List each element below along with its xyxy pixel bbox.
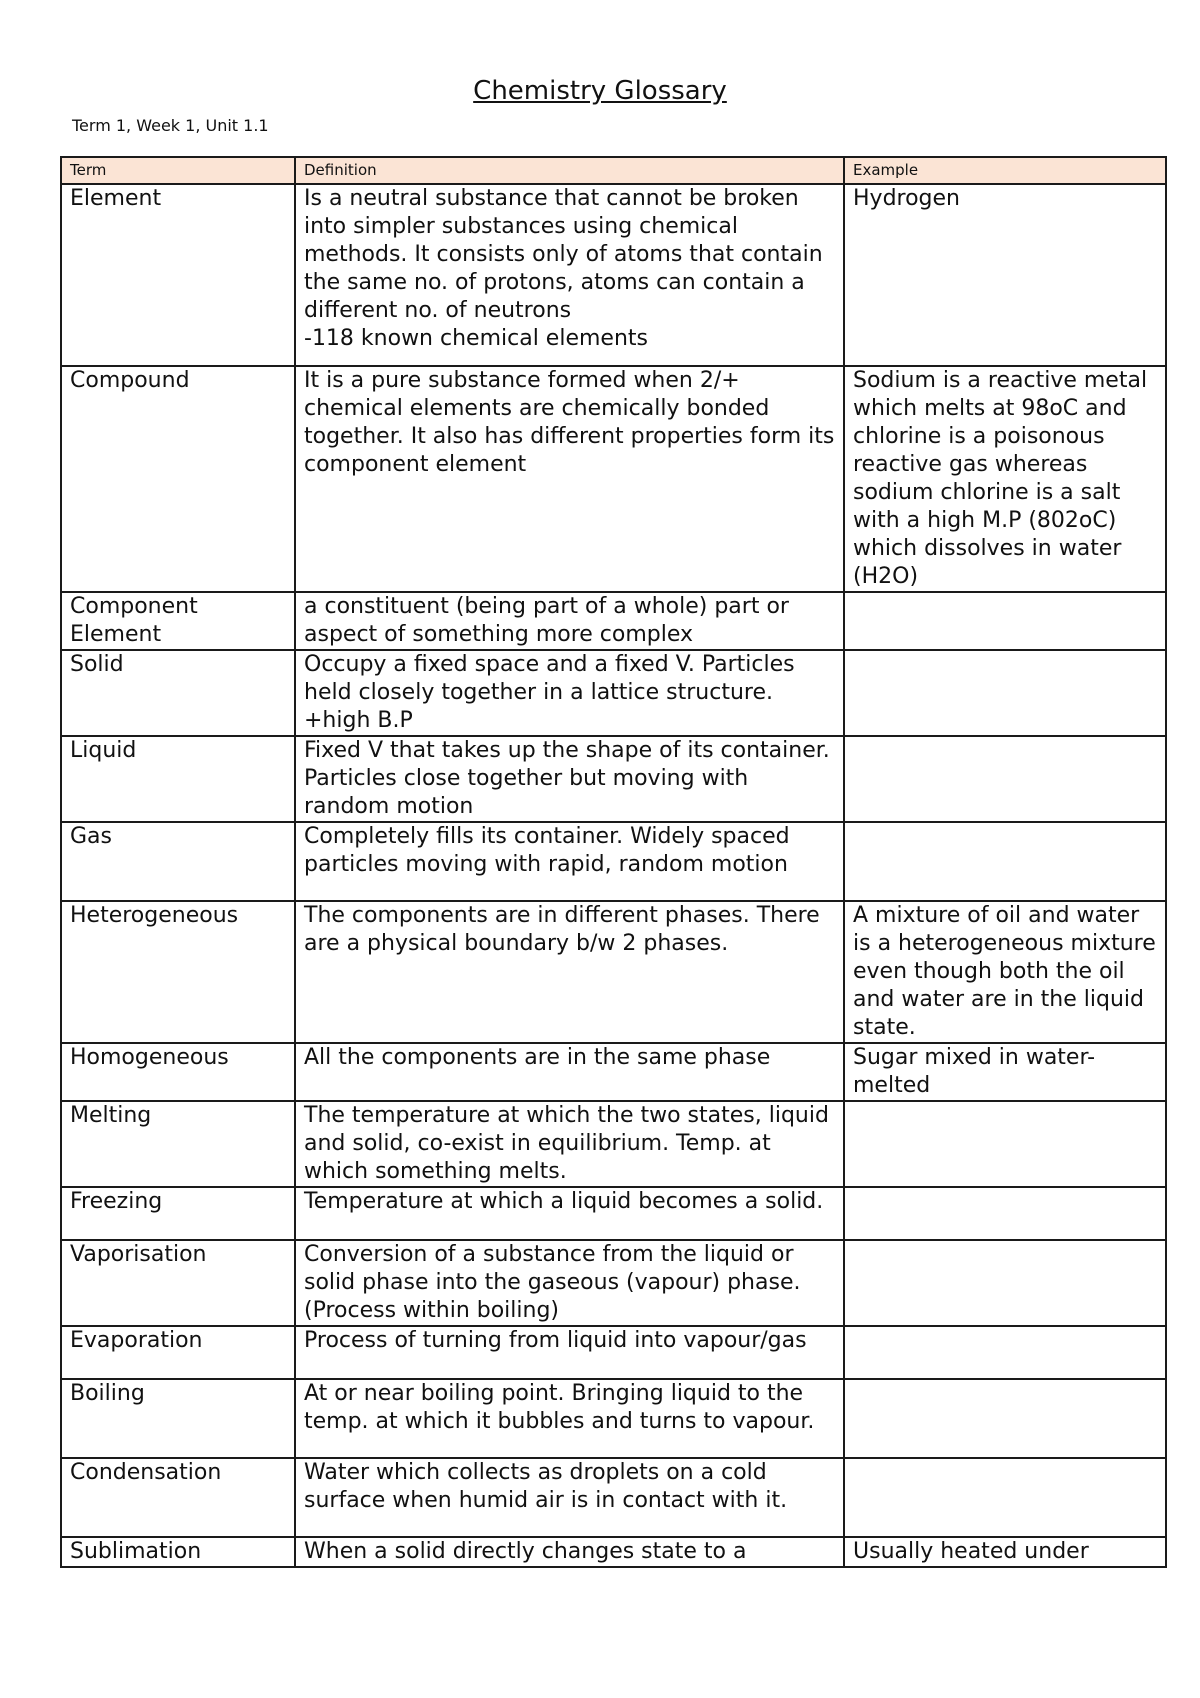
cell-example: Hydrogen — [844, 184, 1166, 366]
cell-term: Freezing — [61, 1187, 295, 1240]
table-row — [61, 736, 1166, 822]
cell-definition: Is a neutral substance that cannot be broken into simpler substances using chemical methods. It consists only of atoms that contain the same no. of protons, atoms can contain a different no. of neutrons -118 known chemical elements — [295, 184, 844, 366]
cell-example — [844, 736, 1166, 822]
cell-example — [844, 650, 1166, 736]
cell-example — [844, 1187, 1166, 1240]
cell-example — [844, 1326, 1166, 1379]
cell-example — [844, 1240, 1166, 1326]
cell-term: Liquid — [61, 736, 295, 822]
cell-definition: Occupy a fixed space and a fixed V. Particles held closely together in a lattice structure. +high B.P — [295, 650, 844, 736]
cell-example — [844, 1458, 1166, 1537]
cell-definition: When a solid directly changes state to a — [295, 1537, 844, 1567]
cell-example: Sugar mixed in water- melted — [844, 1043, 1166, 1101]
table-row — [61, 1043, 1166, 1101]
cell-term: Condensation — [61, 1458, 295, 1537]
cell-example — [844, 1379, 1166, 1458]
table-row — [61, 1537, 1166, 1567]
table-row — [61, 901, 1166, 1043]
table-row — [61, 1101, 1166, 1187]
table-row — [61, 1326, 1166, 1379]
cell-term: Component Element — [61, 592, 295, 650]
cell-definition: Fixed V that takes up the shape of its container. Particles close together but moving with random motion — [295, 736, 844, 822]
table-body — [61, 184, 1166, 1567]
table-row — [61, 1240, 1166, 1326]
cell-definition: All the components are in the same phase — [295, 1043, 844, 1101]
cell-example: Sodium is a reactive metal which melts at 98oC and chlorine is a poisonous reactive gas whereas sodium chlorine is a salt with a high M.P (802oC) which dissolves in water (H2O) — [844, 366, 1166, 592]
cell-example — [844, 822, 1166, 901]
cell-term: Gas — [61, 822, 295, 901]
glossary-table — [60, 156, 1167, 1568]
cell-definition: The temperature at which the two states, liquid and solid, co-exist in equilibrium. Temp. at which something melts. — [295, 1101, 844, 1187]
cell-example — [844, 592, 1166, 650]
cell-definition: Process of turning from liquid into vapour/gas — [295, 1326, 844, 1379]
table-row — [61, 184, 1166, 366]
cell-term: Solid — [61, 650, 295, 736]
table-header-row — [61, 157, 1166, 184]
table-row — [61, 650, 1166, 736]
header-definition: Definition — [295, 157, 844, 184]
cell-definition: It is a pure substance formed when 2/+ chemical elements are chemically bonded together. It also has different properties form its component element — [295, 366, 844, 592]
table-row — [61, 592, 1166, 650]
header-term: Term — [61, 157, 295, 184]
cell-definition: Conversion of a substance from the liquid or solid phase into the gaseous (vapour) phase. (Process within boiling) — [295, 1240, 844, 1326]
cell-definition: Water which collects as droplets on a cold surface when humid air is in contact with it. — [295, 1458, 844, 1537]
cell-definition: Temperature at which a liquid becomes a solid. — [295, 1187, 844, 1240]
cell-term: Evaporation — [61, 1326, 295, 1379]
cell-term: Melting — [61, 1101, 295, 1187]
table-row — [61, 366, 1166, 592]
cell-example — [844, 1101, 1166, 1187]
cell-example: Usually heated under — [844, 1537, 1166, 1567]
page-subtitle: Term 1, Week 1, Unit 1.1 — [72, 116, 269, 135]
table-row — [61, 1458, 1166, 1537]
cell-term: Homogeneous — [61, 1043, 295, 1101]
table-row — [61, 822, 1166, 901]
cell-definition: The components are in different phases. There are a physical boundary b/w 2 phases. — [295, 901, 844, 1043]
table-row — [61, 1187, 1166, 1240]
cell-term: Vaporisation — [61, 1240, 295, 1326]
cell-definition: At or near boiling point. Bringing liquid to the temp. at which it bubbles and turns to vapour. — [295, 1379, 844, 1458]
cell-term: Element — [61, 184, 295, 366]
cell-definition: a constituent (being part of a whole) part or aspect of something more complex — [295, 592, 844, 650]
cell-term: Boiling — [61, 1379, 295, 1458]
page-title: Chemistry Glossary — [473, 76, 727, 106]
header-example: Example — [844, 157, 1166, 184]
cell-example: A mixture of oil and water is a heterogeneous mixture even though both the oil and water are in the liquid state. — [844, 901, 1166, 1043]
cell-term: Compound — [61, 366, 295, 592]
cell-term: Heterogeneous — [61, 901, 295, 1043]
cell-term: Sublimation — [61, 1537, 295, 1567]
table-row — [61, 1379, 1166, 1458]
cell-definition: Completely fills its container. Widely spaced particles moving with rapid, random motion — [295, 822, 844, 901]
